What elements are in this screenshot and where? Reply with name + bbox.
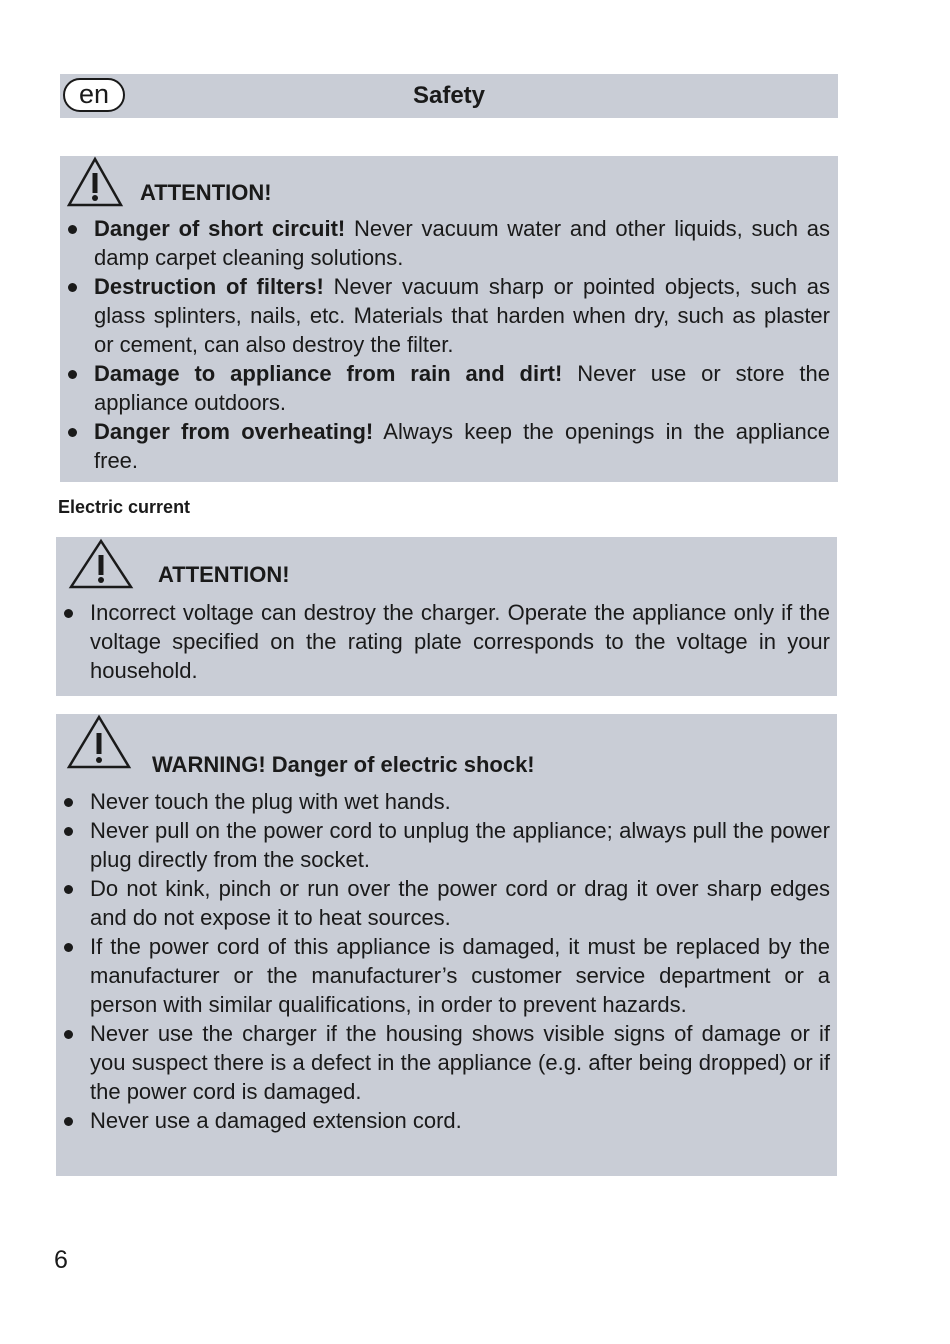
warning-heading: WARNING! Danger of electric shock!: [152, 752, 535, 777]
section-heading: Electric current: [58, 497, 191, 517]
list-item: Destruction of filters! Never vacuum sharp or pointed objects, such as glass splinters, nails, etc. Materials that harden when dry, such as plaster or cement, can also destroy the filter.: [60, 272, 830, 359]
attention-box-voltage: [56, 537, 837, 696]
attention-list: [56, 598, 830, 685]
list-item: If the power cord of this appliance is damaged, it must be replaced by the manufacturer or the manufacturer’s customer service department or a person with similar qualifications, in order to prevent hazards.: [56, 932, 830, 1019]
list-item: Danger from overheating! Always keep the openings in the appliance free.: [60, 417, 830, 475]
warning-triangle-icon: [66, 714, 132, 770]
attention-box-general: [60, 156, 838, 482]
attention-heading: ATTENTION!: [158, 562, 290, 587]
list-item: Never pull on the power cord to unplug the appliance; always pull the power plug directly from the socket.: [56, 816, 830, 874]
list-item: Never use the charger if the housing shows visible signs of damage or if you suspect there is a defect in the appliance (e.g. after being dropped) or if the power cord is damaged.: [56, 1019, 830, 1106]
list-item: Do not kink, pinch or run over the power cord or drag it over sharp edges and do not expose it to heat sources.: [56, 874, 830, 932]
list-item: Never use a damaged extension cord.: [56, 1106, 830, 1135]
attention-heading: ATTENTION!: [140, 180, 272, 205]
page-number: 6: [54, 1246, 68, 1274]
list-item: Incorrect voltage can destroy the charger. Operate the appliance only if the voltage specified on the rating plate corresponds to the voltage in your household.: [56, 598, 830, 685]
warning-box-electric-shock: [56, 714, 837, 1176]
warning-triangle-icon: [68, 538, 134, 590]
list-item: Never touch the plug with wet hands.: [56, 787, 830, 816]
warning-list: [56, 787, 830, 1135]
attention-list: [60, 214, 830, 475]
list-item: Danger of short circuit! Never vacuum water and other liquids, such as damp carpet cleaning solutions.: [60, 214, 830, 272]
language-badge: en: [63, 78, 125, 112]
list-item: Damage to appliance from rain and dirt! Never use or store the appliance outdoors.: [60, 359, 830, 417]
header-bar: [60, 74, 838, 118]
warning-triangle-icon: [66, 156, 124, 208]
page-title: Safety: [412, 82, 486, 109]
